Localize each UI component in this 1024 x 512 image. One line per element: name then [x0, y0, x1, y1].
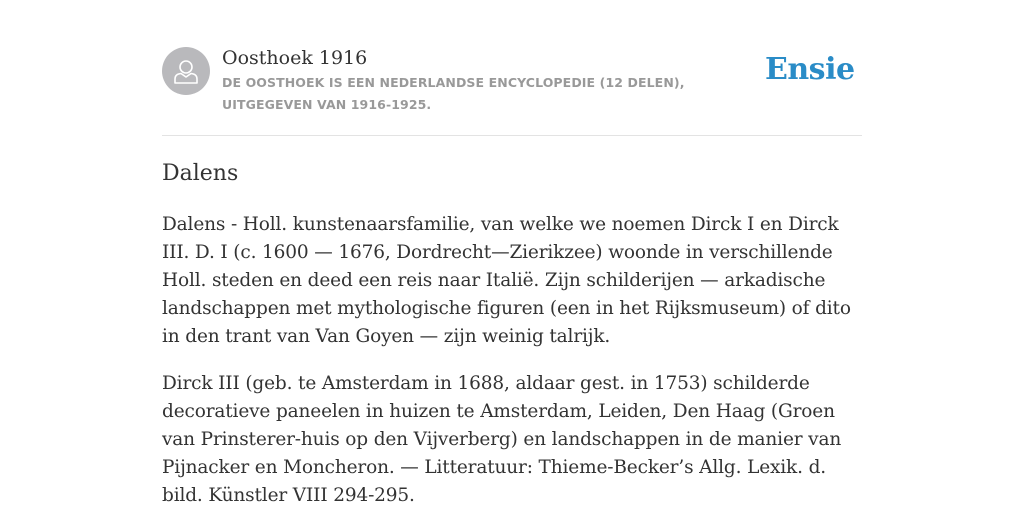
source-title[interactable]: Oosthoek 1916 — [222, 47, 368, 69]
user-icon — [162, 47, 210, 95]
brand-logo[interactable]: Ensie — [765, 52, 855, 87]
source-description: DE OOSTHOEK IS EEN NEDERLANDSE ENCYCLOPEDIE (12 DELEN), UITGEGEVEN VAN 1916-1925. — [222, 75, 685, 112]
entry-paragraph: Dirck III (geb. te Amsterdam in 1688, aldaar gest. in 1753) schilderde decoratieve paneelen in huizen te Amsterdam, Leiden, Den Haag (Groen van Prinsterer-huis op den Vijverberg) en landschappen in de manier van Pijnacker en Moncheron. — Litteratuur: Thieme-Becker’s Allg. Lexik. d. bild. Künstler VIII 294-295. — [162, 373, 842, 506]
entry-title: Dalens — [162, 161, 239, 186]
entry-paragraph: Dalens - Holl. kunstenaarsfamilie, van welke we noemen Dirck I en Dirck III. D. I (c. 1600 — 1676, Dordrecht—Zierikzee) woonde in verschillende Holl. steden en deed een reis naar Italië. Zijn schilderijen — arkadische landschappen met mythologische figuren (een in het Rijksmuseum) of dito in den trant van Van Goyen — zijn weinig talrijk. — [162, 214, 851, 347]
avatar[interactable] — [162, 47, 210, 95]
entry-body — [162, 211, 864, 512]
source-header — [162, 46, 862, 116]
divider — [162, 135, 862, 136]
